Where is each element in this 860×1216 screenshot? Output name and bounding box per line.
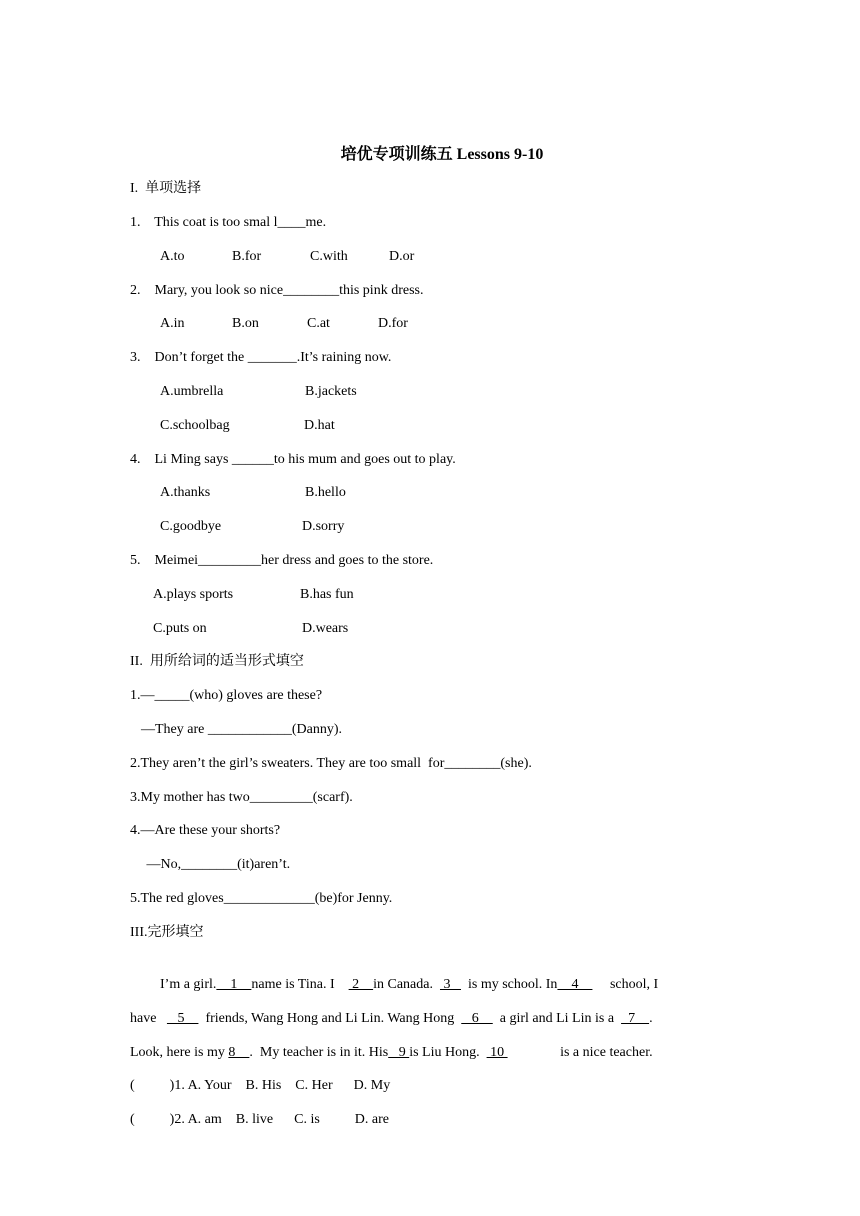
section-heading: III.完形填空 [130, 925, 204, 940]
choice-options: A. Your B. His C. Her D. My [187, 1078, 391, 1093]
option: B.jackets [305, 384, 357, 399]
passage-line [130, 992, 653, 1028]
passage-text: is my school. In [460, 977, 558, 992]
blank: 10 [486, 1045, 508, 1060]
option: A.umbrella [160, 384, 224, 399]
option: A.in [160, 316, 185, 331]
option: A.to [160, 249, 185, 264]
option: D.sorry [302, 519, 345, 534]
question-stem: 4. Li Ming says ______to his mum and goes out to play. [130, 452, 456, 467]
passage-text: have [130, 1011, 167, 1026]
blank: 2 [348, 977, 374, 992]
passage-text: in Canada. [373, 977, 440, 992]
question-stem: 5. Meimei_________her dress and goes to the store. [130, 553, 434, 568]
option: C.at [307, 316, 330, 331]
passage-text: friends, Wang Hong and Li Lin. Wang Hong [198, 1011, 462, 1026]
passage-line [160, 958, 658, 994]
option: C.goodbye [160, 519, 222, 534]
blank: 7 [621, 1011, 650, 1026]
passage-text: a girl and Li Lin is a [492, 1011, 622, 1026]
blank: 4 [557, 977, 593, 992]
passage-line [130, 1026, 653, 1062]
passage-text: Look, here is my [130, 1045, 229, 1060]
choice-number: ( )1. [130, 1078, 185, 1093]
option: D.or [389, 249, 415, 264]
option: D.wears [302, 621, 349, 636]
option: B.on [232, 316, 259, 331]
blank: 5 [166, 1011, 199, 1026]
choice-line [130, 1059, 390, 1095]
blank: 9 [388, 1045, 410, 1060]
passage-text: I’m a girl. [160, 977, 217, 992]
fill-line: 5.The red gloves_____________(be)for Jenny. [130, 891, 393, 906]
option: A.plays sports [153, 587, 234, 602]
section-heading: I. 单项选择 [130, 181, 202, 196]
passage-text: school, I [592, 977, 659, 992]
option: B.for [232, 249, 262, 264]
option: B.has fun [300, 587, 354, 602]
question-stem: 2. Mary, you look so nice________this pink dress. [130, 283, 424, 298]
choice-line [130, 1093, 389, 1129]
blank: 1 [216, 977, 252, 992]
passage-text: name is Tina. I [251, 977, 349, 992]
option: D.hat [304, 418, 335, 433]
fill-line: 2.They aren’t the girl’s sweaters. They are too small for________(she). [130, 756, 532, 771]
option: B.hello [305, 485, 346, 500]
fill-line: 4.—Are these your shorts? [130, 823, 281, 838]
passage-text: is a nice teacher. [507, 1045, 653, 1060]
section-heading: II. 用所给词的适当形式填空 [130, 654, 304, 669]
choice-options: A. am B. live C. is D. are [187, 1112, 389, 1127]
blank: 3 [439, 977, 461, 992]
option: D.for [378, 316, 408, 331]
fill-line: —They are ____________(Danny). [134, 722, 343, 737]
question-stem: 1. This coat is too smal l____me. [130, 215, 327, 230]
blank: 6 [461, 1011, 493, 1026]
page-title: 培优专项训练五 Lessons 9-10 [340, 146, 544, 163]
option: C.schoolbag [160, 418, 230, 433]
choice-number: ( )2. [130, 1112, 185, 1127]
fill-line: —No,________(it)aren’t. [136, 857, 291, 872]
question-stem: 3. Don’t forget the _______.It’s raining now. [130, 350, 392, 365]
passage-text: . [649, 1011, 653, 1026]
option: C.puts on [153, 621, 207, 636]
fill-line: 3.My mother has two_________(scarf). [130, 790, 353, 805]
fill-line: 1.—_____(who) gloves are these? [130, 688, 323, 703]
blank: 8 [228, 1045, 250, 1060]
option: C.with [310, 249, 348, 264]
passage-text: is Liu Hong. [409, 1045, 487, 1060]
option: A.thanks [160, 485, 211, 500]
passage-text: . My teacher is in it. His [249, 1045, 389, 1060]
